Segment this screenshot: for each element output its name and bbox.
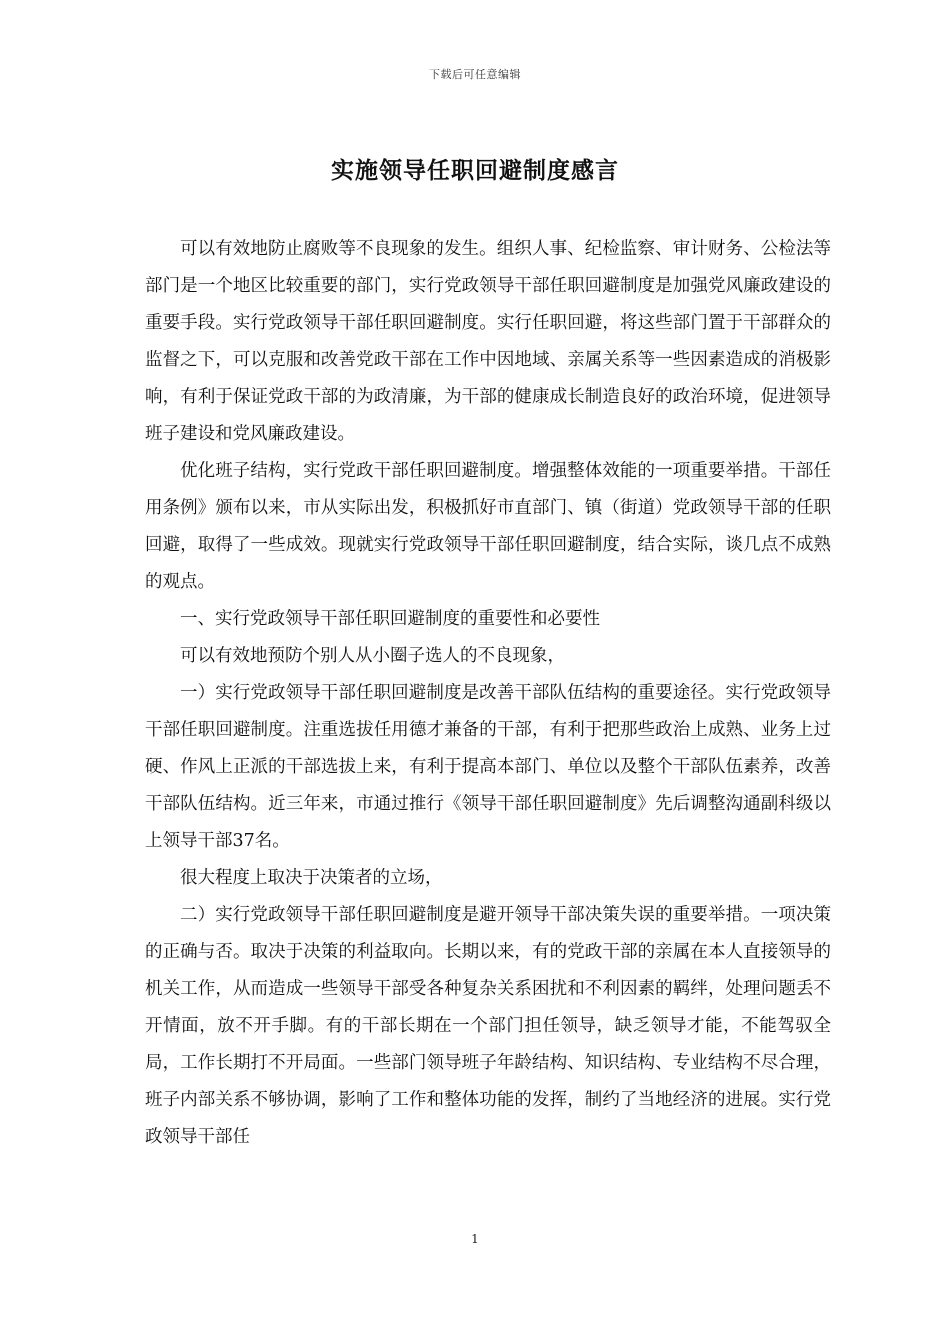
paragraph-3: 可以有效地预防个别人从小圈子选人的不良现象， bbox=[180, 646, 565, 666]
page-number: 1 bbox=[471, 1232, 479, 1246]
paragraph-2: 优化班子结构，实行党政干部任职回避制度。增强整体效能的一项重要举措。干部任用条例》颁布以来，市从实际出发，积极抓好市直部门、镇（街道）党政领导干部的任职回避，取得了一些成效。现就实行党政领导干部任职回避制度，结合实际，谈几点不成熟的观点。 bbox=[145, 461, 831, 592]
document-body bbox=[145, 231, 831, 1156]
paragraph-1: 可以有效地防止腐败等不良现象的发生。组织人事、纪检监察、审计财务、公检法等部门是一个地区比较重要的部门，实行党政领导干部任职回避制度是加强党风廉政建设的重要手段。实行党政领导干部任职回避制度。实行任职回避，将这些部门置于干部群众的监督之下，可以克服和改善党政干部在工作中因地域、亲属关系等一些因素造成的消极影响，有利于保证党政干部的为政清廉，为干部的健康成长制造良好的政治环境，促进领导班子建设和党风廉政建设。 bbox=[145, 239, 831, 444]
paragraph-6: 二）实行党政领导干部任职回避制度是避开领导干部决策失误的重要举措。一项决策的正确与否。取决于决策的利益取向。长期以来，有的党政干部的亲属在本人直接领导的机关工作，从而造成一些领导干部受各种复杂关系困扰和不利因素的羁绊，处理问题丢不开情面，放不开手脚。有的干部长期在一个部门担任领导，缺乏领导才能，不能驾驭全局，工作长期打不开局面。一些部门领导班子年龄结构、知识结构、专业结构不尽合理，班子内部关系不够协调，影响了工作和整体功能的发挥，制约了当地经济的进展。实行党政领导干部任 bbox=[145, 905, 831, 1147]
document-title: 实施领导任职回避制度感言 bbox=[331, 157, 619, 184]
header-note: 下载后可任意编辑 bbox=[429, 68, 521, 81]
paragraph-5: 很大程度上取决于决策者的立场， bbox=[180, 868, 443, 888]
section-heading-1: 一、实行党政领导干部任职回避制度的重要性和必要性 bbox=[180, 609, 600, 629]
paragraph-4: 一）实行党政领导干部任职回避制度是改善干部队伍结构的重要途径。实行党政领导干部任职回避制度。注重选拔任用德才兼备的干部，有利于把那些政治上成熟、业务上过硬、作风上正派的干部选拔上来，有利于提高本部门、单位以及整个干部队伍素养，改善干部队伍结构。近三年来，市通过推行《领导干部任职回避制度》先后调整沟通副科级以上领导干部37名。 bbox=[145, 683, 831, 851]
